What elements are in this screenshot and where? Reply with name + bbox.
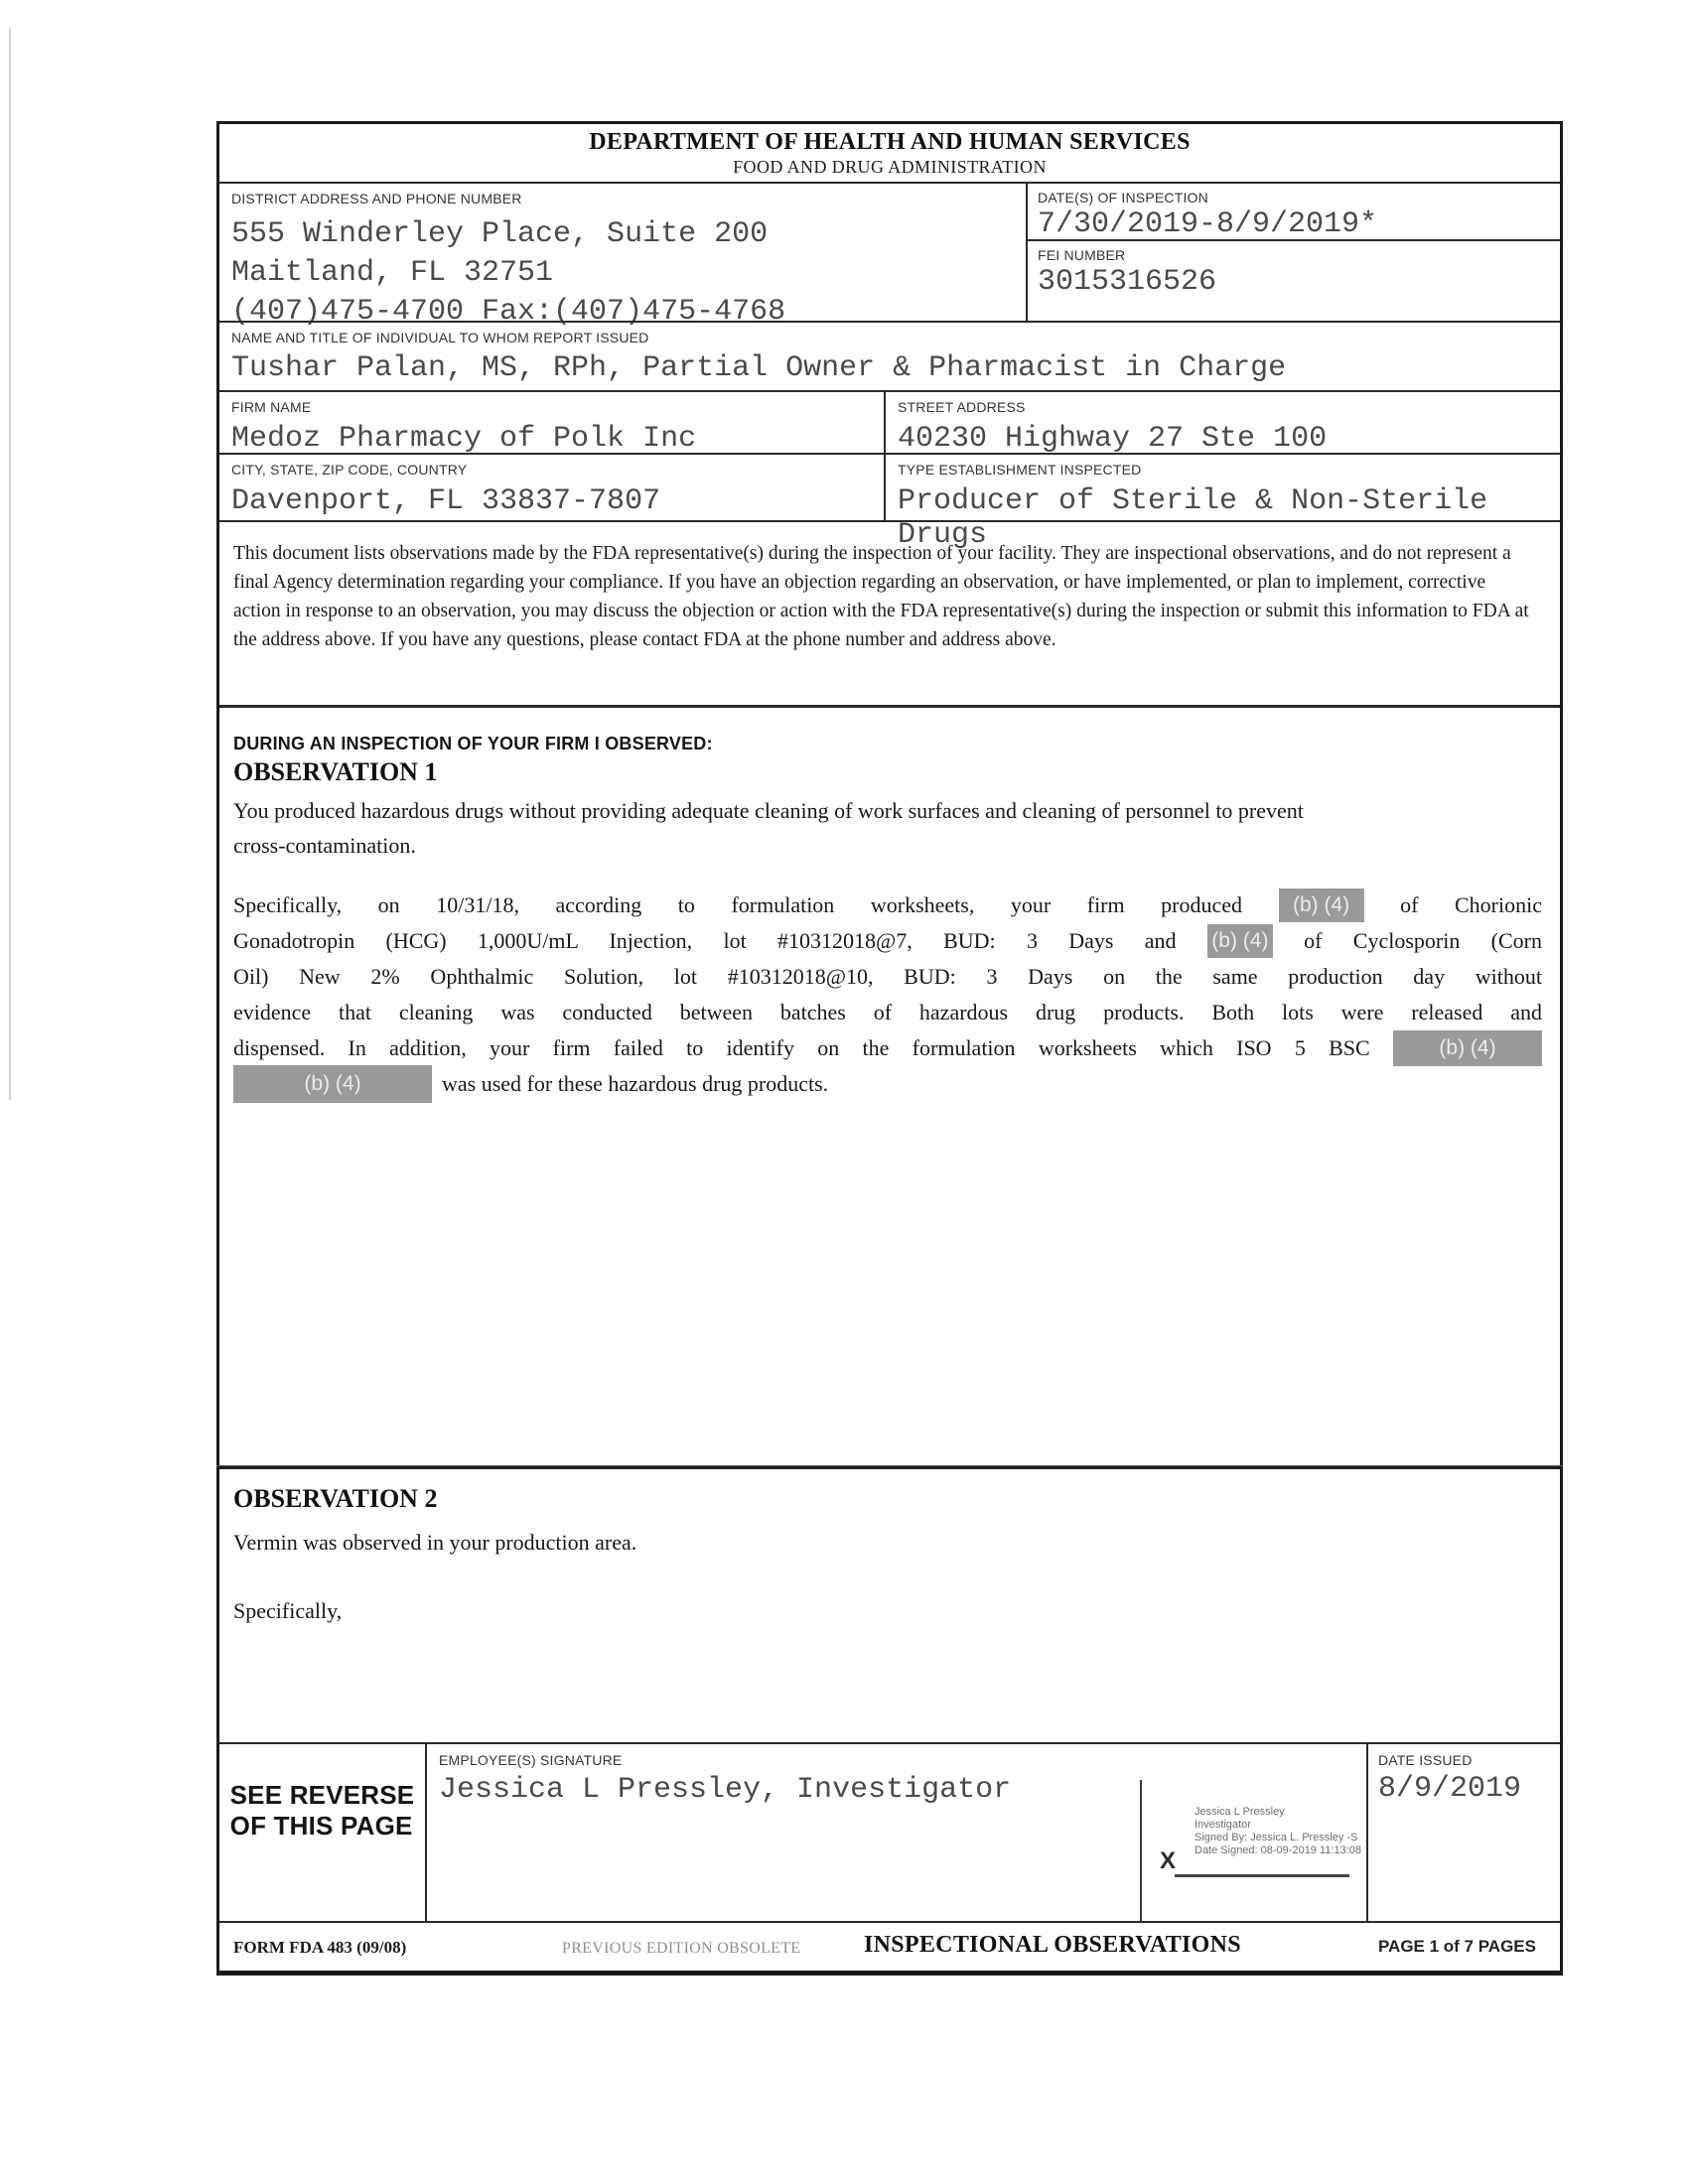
observation-1-line-1: [233, 887, 1542, 923]
stamp-name: Jessica L Pressley: [1195, 1806, 1285, 1818]
street-address-label: STREET ADDRESS: [898, 399, 1026, 415]
observation-1-paragraph-2: [233, 887, 1542, 1103]
observation-separator-line: [216, 1465, 1563, 1469]
establishment-type-value: Producer of Sterile & Non-Sterile Drugs: [898, 484, 1488, 552]
date-issued-label: DATE ISSUED: [1378, 1752, 1473, 1768]
observation-2-paragraph-1: Vermin was observed in your production area.: [233, 1530, 637, 1555]
fei-number-cell: [1028, 241, 1560, 321]
boilerplate-paragraph: This document lists observations made by the FDA representative(s) during the inspection of your facility. They are inspectional observations, and do not represent a final Agency determination regarding your compliance. If you have an objection regarding an observation, or have implemented, or plan to implement, corrective action in response to an observation, you may discuss the objection or action with the FDA representative(s) during the inspection or submit this information to FDA at the address above. If you have any questions, please contact FDA at the phone number and address above.: [233, 543, 1529, 650]
footer-title: INSPECTIONAL OBSERVATIONS: [864, 1932, 1241, 1958]
inspection-dates-label: DATE(S) OF INSPECTION: [1038, 190, 1208, 205]
scan-artifact-left-line: [9, 28, 11, 1100]
footer-edition-note: PREVIOUS EDITION OBSOLETE: [562, 1940, 801, 1957]
establishment-type-label: TYPE ESTABLISHMENT INSPECTED: [898, 462, 1142, 478]
fei-number-value: 3015316526: [1038, 265, 1217, 299]
signature-box-divider: [1140, 1780, 1142, 1921]
observations-cell: [219, 705, 1560, 1742]
city-type-row: [219, 453, 1560, 552]
employee-signature-cell: [427, 1744, 1368, 1921]
observation-2-title: OBSERVATION 2: [233, 1484, 438, 1513]
street-address-value: 40230 Highway 27 Ste 100: [898, 422, 1328, 456]
city-state-zip-value: Davenport, FL 33837-7807: [231, 484, 661, 518]
signature-x-mark: X: [1160, 1847, 1177, 1874]
see-reverse-cell: [219, 1744, 427, 1921]
redaction-box-b4-3: (b) (4): [1393, 1030, 1542, 1066]
report-recipient-value: Tushar Palan, MS, RPh, Partial Owner & Pharmacist in Charge: [231, 351, 1287, 385]
inspection-meta-cell: [1028, 184, 1560, 321]
inspection-dates-value: 7/30/2019-8/9/2019*: [1038, 207, 1378, 241]
signature-underline: [1175, 1874, 1349, 1877]
observation-1-line-6: [233, 1066, 1542, 1103]
obs1-line1-text-a: Specifically, on 10/31/18, according to formulation worksheets, your firm produced: [233, 892, 1243, 917]
observation-1-line-2: [233, 923, 1542, 959]
form-footer: [219, 1921, 1560, 1971]
obs1-line5-text: dispensed. In addition, your firm failed to identify on the formulation worksheets which ISO 5 BSC: [233, 1035, 1370, 1060]
observation-1-title: OBSERVATION 1: [233, 757, 438, 786]
district-address-line1: 555 Winderley Place, Suite 200: [231, 217, 769, 251]
agency-title: DEPARTMENT OF HEALTH AND HUMAN SERVICES: [589, 128, 1191, 155]
stamp-date-signed: Date Signed: 08-09-2019 11:13:08: [1195, 1844, 1361, 1856]
district-address-cell: [219, 184, 1028, 329]
date-issued-cell: [1368, 1744, 1560, 1921]
stamp-signed-by: Signed By: Jessica L. Pressley -S: [1195, 1832, 1358, 1843]
boilerplate-cell: [219, 520, 1560, 705]
observation-1-line-5: [233, 1030, 1542, 1066]
city-state-zip-cell: [219, 455, 886, 520]
date-issued-value: 8/9/2019: [1378, 1772, 1522, 1806]
agency-subtitle: FOOD AND DRUG ADMINISTRATION: [733, 156, 1047, 177]
firm-name-value: Medoz Pharmacy of Polk Inc: [231, 422, 697, 456]
district-address-value: [231, 215, 1026, 332]
district-address-label: DISTRICT ADDRESS AND PHONE NUMBER: [231, 191, 522, 206]
firm-name-label: FIRM NAME: [231, 399, 312, 415]
see-reverse-line1: SEE REVERSE: [229, 1780, 415, 1810]
redaction-box-b4-1: (b) (4): [1279, 888, 1364, 922]
obs1-line2-text-b: of Cyclosporin (Corn: [1304, 928, 1542, 953]
firm-street-row: [219, 390, 1560, 456]
fei-number-label: FEI NUMBER: [1038, 247, 1126, 263]
district-address-line2: Maitland, FL 32751: [231, 256, 554, 290]
footer-page-info: PAGE 1 of 7 PAGES: [1377, 1937, 1536, 1956]
report-recipient-cell: [219, 321, 1560, 390]
observations-lead-line: DURING AN INSPECTION OF YOUR FIRM I OBSERVED:: [233, 734, 713, 753]
observation-2-paragraph-2: Specifically,: [233, 1598, 343, 1623]
redaction-box-b4-4: (b) (4): [233, 1065, 432, 1103]
see-reverse-line2: OF THIS PAGE: [229, 1811, 413, 1841]
see-reverse-note: [230, 1780, 415, 1842]
observation-1-paragraph-1: You produced hazardous drugs without providing adequate cleaning of work surfaces and cleaning of personnel to prevent cross-contamination.: [233, 798, 1304, 858]
obs1-line2-text-a: Gonadotropin (HCG) 1,000U/mL Injection, lot #10312018@7, BUD: 3 Days and: [233, 928, 1177, 953]
signature-row: [219, 1742, 1560, 1921]
redaction-box-b4-2: (b) (4): [1207, 924, 1273, 958]
observation-1-line-3: Oil) New 2% Ophthalmic Solution, lot #10312018@10, BUD: 3 Days on the same production day without: [233, 964, 1542, 989]
agency-header: [219, 124, 1560, 182]
obs1-line1-text-b: of Chorionic: [1400, 892, 1542, 917]
city-state-zip-label: CITY, STATE, ZIP CODE, COUNTRY: [231, 462, 468, 478]
inspection-dates-cell: [1028, 184, 1560, 241]
address-inspection-row: [219, 182, 1560, 329]
digital-signature-stamp: [1195, 1806, 1361, 1857]
observation-1-line-4: evidence that cleaning was conducted between batches of hazardous drug products. Both lots were released and: [233, 1000, 1542, 1024]
district-address-line3: (407)475-4700 Fax:(407)475-4768: [231, 295, 786, 329]
report-recipient-label: NAME AND TITLE OF INDIVIDUAL TO WHOM REPORT ISSUED: [231, 330, 649, 345]
footer-form-number: FORM FDA 483 (09/08): [233, 1938, 407, 1957]
firm-name-cell: [219, 392, 886, 456]
obs1-line6-text: was used for these hazardous drug products.: [442, 1071, 829, 1096]
form-483: [216, 121, 1563, 1976]
establishment-type-cell: [886, 455, 1560, 552]
stamp-title: Investigator: [1195, 1819, 1251, 1831]
employee-signature-value: Jessica L Pressley, Investigator: [439, 1773, 1012, 1807]
street-address-cell: [886, 392, 1560, 456]
employee-signature-label: EMPLOYEE(S) SIGNATURE: [439, 1752, 623, 1768]
